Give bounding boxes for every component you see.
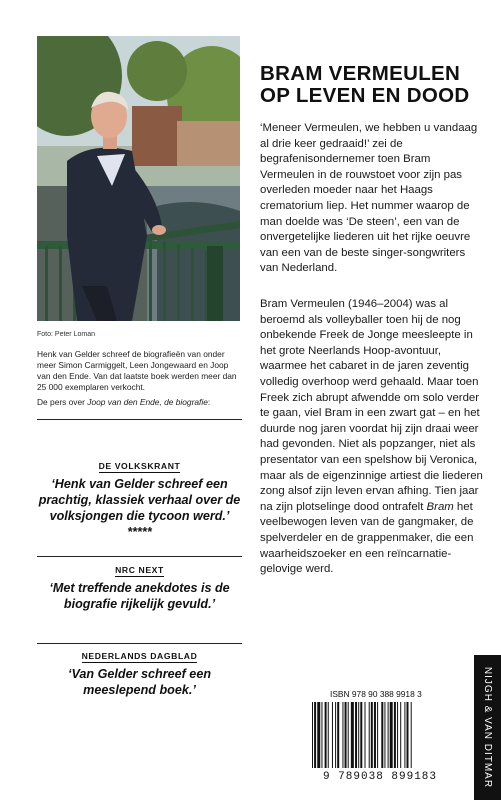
barcode-bar (404, 702, 405, 768)
photo-credit: Foto: Peter Loman (37, 331, 95, 338)
review-quote: ‘Met treffende anekdotes is de biografie rijkelijk gevuld.’ (49, 581, 230, 611)
isbn-label: ISBN 978 90 388 9918 3 (330, 689, 422, 699)
divider (37, 643, 242, 644)
book-title-inline: Bram (426, 500, 454, 513)
barcode-bar (345, 702, 347, 768)
author-bio: Henk van Gelder schreef de biografieën van onder meer Simon Carmiggelt, Leen Jongewaard en Joop van den Ende. Van dat laatste boek werden meer dan 25 000 exemplaren verkocht. (37, 349, 237, 392)
press-intro-book-title: Joop van den Ende, de biografie (87, 397, 208, 407)
book-title-line-2: OP LEVEN EN DOOD (260, 84, 470, 107)
barcode-bar (411, 702, 412, 768)
barcode-bar (397, 702, 398, 768)
barcode-bar (365, 702, 366, 768)
barcode-bar (371, 702, 373, 768)
review-source: NRC NEXT (115, 565, 164, 575)
barcode (310, 702, 450, 768)
barcode-bar (328, 702, 329, 768)
barcode-bar (377, 702, 378, 768)
book-title-line-1: BRAM VERMEULEN (260, 62, 461, 85)
barcode-bar (332, 702, 333, 768)
barcode-bar (384, 702, 385, 768)
author-photo-illustration (37, 36, 240, 321)
review-source: NEDERLANDS DAGBLAD (81, 651, 198, 661)
divider (37, 556, 242, 557)
barcode-bar (390, 702, 393, 768)
barcode-bar (407, 702, 409, 768)
publisher-logo (474, 655, 501, 800)
author-photo (37, 36, 240, 321)
barcode-bar (388, 702, 389, 768)
barcode-bar (351, 702, 354, 768)
barcode-bar (312, 702, 313, 768)
review-quote: ‘Henk van Gelder schreef een prachtig, klassiek verhaal over de volksjongen die tycoon werd.’ ***** (38, 477, 241, 539)
press-intro (37, 397, 242, 408)
book-title (260, 63, 490, 107)
barcode-bar (374, 702, 376, 768)
blurb-paragraph-2: Bram Vermeulen (1946–2004) was al beroemd als volleyballer toen hij de nog onbekende Freek de Jonge meesleepte in het grote Neerlands Hoop-avontuur, waarmee het cabaret in de jaren zeventig volledig overhoop werd gehaald. Maar toen Freek zich abrupt afwendde om solo verder te gaan, viel Bram in een zwart gat – en het duurde nog jaren voordat hij zijn draai weer had gevonden. Niet als popzanger, niet als presentator van een spelshow bij Veronica, maar als de eigenzinnige artiest die liederen zong alsof zijn leven ervan afhing. Tien jaar na zijn plotselinge dood ontrafelt Bram het veelbewogen leven van de gangmaker, de spelverdeler en de grappenmaker, die een waarheidszoeker en een reïncarnatiegelovige werd. (260, 298, 483, 576)
barcode-bar (400, 702, 401, 768)
barcode-bar (337, 702, 339, 768)
publisher-name: NIJGH & VAN DITMAR (482, 666, 493, 789)
barcode-bar (358, 702, 359, 768)
review-source: DE VOLKSKRANT (98, 461, 181, 471)
blurb-paragraph-1: ‘Meneer Vermeulen, we hebben u vandaag al drie keer gedraaid!’ zei de begrafenisondernemer toen Bram Vermeulen in de rouwstoet voor zijn pas overleden moeder naar het Haags crematorium liep. Het nummer waarop de man doelde was ‘De steen’, een van de onvergetelijke liederen uit het rijke oeuvre van een van de beste singer-songwriters van Nederland. (260, 122, 478, 275)
barcode-bar (321, 702, 322, 768)
divider (37, 419, 242, 420)
barcode-bar (348, 702, 349, 768)
barcode-bar (381, 702, 383, 768)
review-quote: ‘Van Gelder schreef een meeslepend boek.’ (67, 667, 212, 697)
barcode-bar (325, 702, 327, 768)
barcode-bar (317, 702, 320, 768)
barcode-bar (355, 702, 357, 768)
barcode-bar (369, 702, 370, 768)
barcode-bar (394, 702, 396, 768)
barcode-bar (314, 702, 316, 768)
barcode-bar (335, 702, 336, 768)
song-title: ‘De steen’ (346, 215, 397, 228)
barcode-bar (360, 702, 362, 768)
press-intro-suffix: : (207, 397, 211, 407)
barcode-bar (342, 702, 343, 768)
barcode-digits: 9 789038 899183 (322, 771, 438, 783)
press-intro-prefix: De pers over (37, 397, 88, 407)
